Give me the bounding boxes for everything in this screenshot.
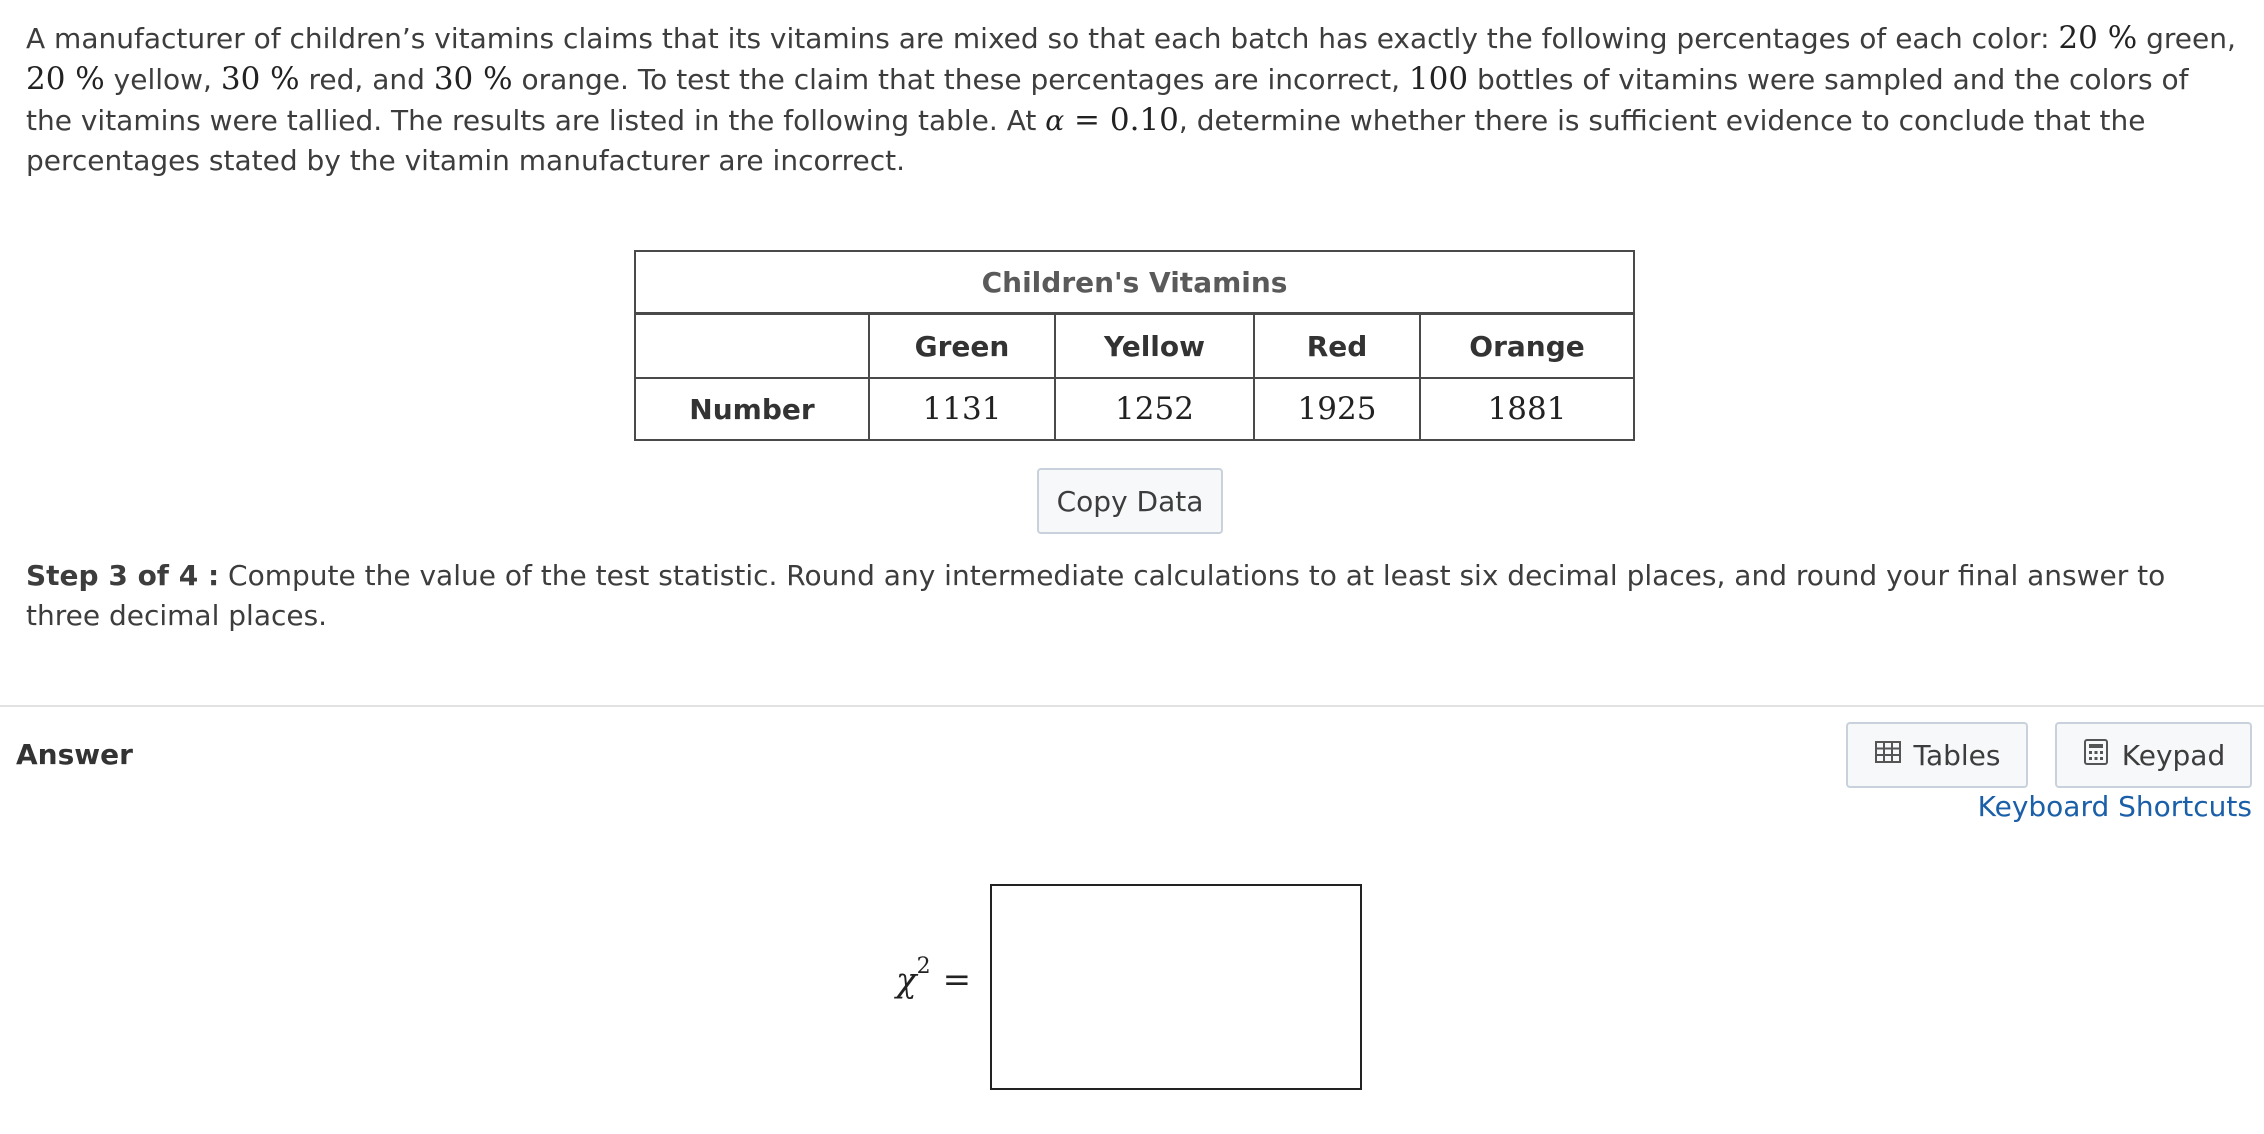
table-cell: 1925 bbox=[1254, 378, 1420, 440]
answer-heading: Answer bbox=[16, 738, 133, 771]
calculator-icon bbox=[2082, 738, 2110, 773]
pct-orange: 30 % bbox=[433, 61, 513, 97]
step-instructions: Step 3 of 4 : Compute the value of the test statistic. Round any intermediate calculations to at least six decimal places, and round your final answer to three decimal places. bbox=[26, 559, 2166, 632]
table-cell: 1881 bbox=[1420, 378, 1634, 440]
question-text: A manufacturer of children’s vitamins claims that its vitamins are mixed so that each batch has exactly the following percentages of each color: 20 % green, 20 % yellow, 30 % red, and 30 % orange. To test the claim that these percentages are incorrect, 100 bottles of vitamins were sampled and the colors of the vitamins were tallied. The results are listed in the following table. At α = 0.10, determine whether there is sufficient evidence to conclude that the percentages stated by the vitamin manufacturer are incorrect. bbox=[26, 20, 2236, 177]
table-corner bbox=[635, 314, 869, 379]
chi-square-label bbox=[896, 954, 972, 1001]
vitamins-table bbox=[634, 250, 1635, 441]
pct-red: 30 % bbox=[220, 61, 300, 97]
row-label: Number bbox=[635, 378, 869, 440]
pct-yellow: 20 % bbox=[26, 61, 105, 97]
keypad-button[interactable] bbox=[2055, 722, 2252, 788]
alpha-symbol: α bbox=[1045, 104, 1065, 137]
step-label: Step 3 of 4 : bbox=[26, 559, 220, 592]
tables-button[interactable] bbox=[1846, 722, 2028, 788]
column-header: Red bbox=[1254, 314, 1420, 379]
table-grid-icon bbox=[1874, 738, 1902, 773]
section-divider bbox=[0, 705, 2264, 707]
table-cell: 1131 bbox=[869, 378, 1055, 440]
copy-data-button[interactable]: Copy Data bbox=[1037, 468, 1223, 534]
column-header: Orange bbox=[1420, 314, 1634, 379]
keyboard-shortcuts-link[interactable]: Keyboard Shortcuts bbox=[1977, 790, 2252, 823]
table-title: Children's Vitamins bbox=[635, 251, 1634, 314]
column-header: Yellow bbox=[1055, 314, 1254, 379]
answer-input[interactable] bbox=[990, 884, 1362, 1090]
table-cell: 1252 bbox=[1055, 378, 1254, 440]
alpha-value: 0.10 bbox=[1109, 102, 1179, 138]
sample-count: 100 bbox=[1408, 61, 1469, 97]
chi-exponent: 2 bbox=[916, 954, 931, 979]
keypad-button-label: Keypad bbox=[2121, 738, 2226, 772]
chi-symbol: χ bbox=[896, 960, 917, 1001]
column-header: Green bbox=[869, 314, 1055, 379]
tables-button-label: Tables bbox=[1913, 738, 2001, 772]
equals-sign: = bbox=[942, 960, 972, 1001]
pct-green: 20 % bbox=[2058, 20, 2138, 56]
